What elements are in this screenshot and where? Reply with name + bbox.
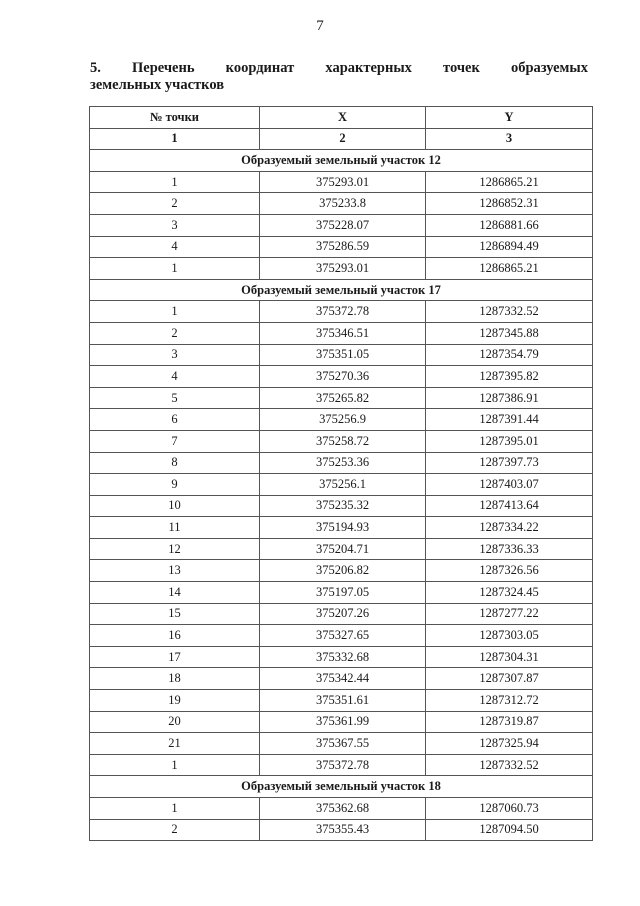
y-coordinate-cell: 1287403.07 bbox=[426, 474, 593, 496]
point-number-cell: 3 bbox=[90, 214, 260, 236]
table-row bbox=[90, 214, 593, 236]
y-coordinate-cell: 1286852.31 bbox=[426, 193, 593, 215]
table-row bbox=[90, 733, 593, 755]
y-coordinate-cell: 1287354.79 bbox=[426, 344, 593, 366]
table-row bbox=[90, 798, 593, 820]
table-row bbox=[90, 322, 593, 344]
x-coordinate-cell: 375361.99 bbox=[260, 711, 426, 733]
table-row bbox=[90, 344, 593, 366]
x-coordinate-cell: 375355.43 bbox=[260, 819, 426, 841]
table-row bbox=[90, 258, 593, 280]
x-coordinate-cell: 375293.01 bbox=[260, 258, 426, 280]
x-coordinate-cell: 375256.9 bbox=[260, 409, 426, 431]
point-number-cell: 6 bbox=[90, 409, 260, 431]
table-row bbox=[90, 301, 593, 323]
table-row bbox=[90, 625, 593, 647]
y-coordinate-cell: 1287303.05 bbox=[426, 625, 593, 647]
table-row bbox=[90, 668, 593, 690]
point-number-cell: 18 bbox=[90, 668, 260, 690]
point-number-cell: 2 bbox=[90, 819, 260, 841]
point-number-cell: 10 bbox=[90, 495, 260, 517]
column-header-x: X bbox=[260, 107, 426, 129]
y-coordinate-cell: 1287395.01 bbox=[426, 430, 593, 452]
point-number-cell: 12 bbox=[90, 538, 260, 560]
y-coordinate-cell: 1287345.88 bbox=[426, 322, 593, 344]
table-row bbox=[90, 387, 593, 409]
table-row bbox=[90, 754, 593, 776]
point-number-cell: 3 bbox=[90, 344, 260, 366]
y-coordinate-cell: 1287325.94 bbox=[426, 733, 593, 755]
x-coordinate-cell: 375332.68 bbox=[260, 646, 426, 668]
table-body bbox=[90, 150, 593, 841]
point-number-cell: 16 bbox=[90, 625, 260, 647]
x-coordinate-cell: 375372.78 bbox=[260, 301, 426, 323]
y-coordinate-cell: 1287413.64 bbox=[426, 495, 593, 517]
table-row bbox=[90, 603, 593, 625]
y-coordinate-cell: 1286865.21 bbox=[426, 258, 593, 280]
table-row bbox=[90, 452, 593, 474]
column-header-y: Y bbox=[426, 107, 593, 129]
table-row bbox=[90, 193, 593, 215]
x-coordinate-cell: 375270.36 bbox=[260, 366, 426, 388]
point-number-cell: 5 bbox=[90, 387, 260, 409]
point-number-cell: 13 bbox=[90, 560, 260, 582]
table-column-number-row bbox=[90, 128, 593, 150]
x-coordinate-cell: 375367.55 bbox=[260, 733, 426, 755]
point-number-cell: 4 bbox=[90, 366, 260, 388]
table-header-row bbox=[90, 107, 593, 129]
y-coordinate-cell: 1287332.52 bbox=[426, 754, 593, 776]
table-row bbox=[90, 560, 593, 582]
page-number: 7 bbox=[316, 18, 324, 34]
table-row bbox=[90, 690, 593, 712]
x-coordinate-cell: 375228.07 bbox=[260, 214, 426, 236]
point-number-cell: 2 bbox=[90, 322, 260, 344]
table-row bbox=[90, 495, 593, 517]
y-coordinate-cell: 1287324.45 bbox=[426, 582, 593, 604]
x-coordinate-cell: 375265.82 bbox=[260, 387, 426, 409]
point-number-cell: 17 bbox=[90, 646, 260, 668]
table-row bbox=[90, 646, 593, 668]
y-coordinate-cell: 1287395.82 bbox=[426, 366, 593, 388]
table-row bbox=[90, 474, 593, 496]
y-coordinate-cell: 1287334.22 bbox=[426, 517, 593, 539]
section-heading-line2: земельных участков bbox=[90, 77, 225, 93]
group-title: Образуемый земельный участок 18 bbox=[90, 776, 593, 798]
x-coordinate-cell: 375342.44 bbox=[260, 668, 426, 690]
x-coordinate-cell: 375233.8 bbox=[260, 193, 426, 215]
table-row bbox=[90, 236, 593, 258]
x-coordinate-cell: 375372.78 bbox=[260, 754, 426, 776]
group-title: Образуемый земельный участок 17 bbox=[90, 279, 593, 301]
point-number-cell: 21 bbox=[90, 733, 260, 755]
y-coordinate-cell: 1287332.52 bbox=[426, 301, 593, 323]
point-number-cell: 11 bbox=[90, 517, 260, 539]
x-coordinate-cell: 375206.82 bbox=[260, 560, 426, 582]
group-title: Образуемый земельный участок 12 bbox=[90, 150, 593, 172]
y-coordinate-cell: 1287319.87 bbox=[426, 711, 593, 733]
column-number-2: 2 bbox=[260, 128, 426, 150]
point-number-cell: 15 bbox=[90, 603, 260, 625]
x-coordinate-cell: 375351.61 bbox=[260, 690, 426, 712]
y-coordinate-cell: 1286894.49 bbox=[426, 236, 593, 258]
y-coordinate-cell: 1287060.73 bbox=[426, 798, 593, 820]
column-number-1: 1 bbox=[90, 128, 260, 150]
y-coordinate-cell: 1287304.31 bbox=[426, 646, 593, 668]
column-number-3: 3 bbox=[426, 128, 593, 150]
table-row bbox=[90, 819, 593, 841]
group-title-row bbox=[90, 150, 593, 172]
group-title-row bbox=[90, 776, 593, 798]
y-coordinate-cell: 1287277.22 bbox=[426, 603, 593, 625]
x-coordinate-cell: 375327.65 bbox=[260, 625, 426, 647]
y-coordinate-cell: 1287336.33 bbox=[426, 538, 593, 560]
x-coordinate-cell: 375293.01 bbox=[260, 171, 426, 193]
point-number-cell: 7 bbox=[90, 430, 260, 452]
table-row bbox=[90, 171, 593, 193]
table-row bbox=[90, 582, 593, 604]
point-number-cell: 4 bbox=[90, 236, 260, 258]
table-row bbox=[90, 366, 593, 388]
section-heading bbox=[90, 60, 588, 94]
table-row bbox=[90, 517, 593, 539]
table-row bbox=[90, 409, 593, 431]
x-coordinate-cell: 375362.68 bbox=[260, 798, 426, 820]
y-coordinate-cell: 1287397.73 bbox=[426, 452, 593, 474]
table-row bbox=[90, 538, 593, 560]
x-coordinate-cell: 375235.32 bbox=[260, 495, 426, 517]
y-coordinate-cell: 1287326.56 bbox=[426, 560, 593, 582]
x-coordinate-cell: 375258.72 bbox=[260, 430, 426, 452]
x-coordinate-cell: 375346.51 bbox=[260, 322, 426, 344]
point-number-cell: 1 bbox=[90, 798, 260, 820]
point-number-cell: 14 bbox=[90, 582, 260, 604]
y-coordinate-cell: 1287386.91 bbox=[426, 387, 593, 409]
point-number-cell: 1 bbox=[90, 258, 260, 280]
point-number-cell: 20 bbox=[90, 711, 260, 733]
y-coordinate-cell: 1287391.44 bbox=[426, 409, 593, 431]
point-number-cell: 1 bbox=[90, 301, 260, 323]
y-coordinate-cell: 1287094.50 bbox=[426, 819, 593, 841]
table-row bbox=[90, 430, 593, 452]
point-number-cell: 8 bbox=[90, 452, 260, 474]
group-title-row bbox=[90, 279, 593, 301]
column-header-point-number: № точки bbox=[90, 107, 260, 129]
x-coordinate-cell: 375197.05 bbox=[260, 582, 426, 604]
x-coordinate-cell: 375194.93 bbox=[260, 517, 426, 539]
x-coordinate-cell: 375253.36 bbox=[260, 452, 426, 474]
x-coordinate-cell: 375286.59 bbox=[260, 236, 426, 258]
coordinates-table bbox=[89, 106, 593, 841]
y-coordinate-cell: 1286881.66 bbox=[426, 214, 593, 236]
y-coordinate-cell: 1287307.87 bbox=[426, 668, 593, 690]
y-coordinate-cell: 1286865.21 bbox=[426, 171, 593, 193]
x-coordinate-cell: 375256.1 bbox=[260, 474, 426, 496]
table-row bbox=[90, 711, 593, 733]
point-number-cell: 1 bbox=[90, 754, 260, 776]
point-number-cell: 2 bbox=[90, 193, 260, 215]
point-number-cell: 9 bbox=[90, 474, 260, 496]
section-heading-line1: 5. Перечень координат характерных точек образуемых bbox=[90, 60, 588, 76]
point-number-cell: 19 bbox=[90, 690, 260, 712]
x-coordinate-cell: 375204.71 bbox=[260, 538, 426, 560]
y-coordinate-cell: 1287312.72 bbox=[426, 690, 593, 712]
x-coordinate-cell: 375351.05 bbox=[260, 344, 426, 366]
x-coordinate-cell: 375207.26 bbox=[260, 603, 426, 625]
point-number-cell: 1 bbox=[90, 171, 260, 193]
